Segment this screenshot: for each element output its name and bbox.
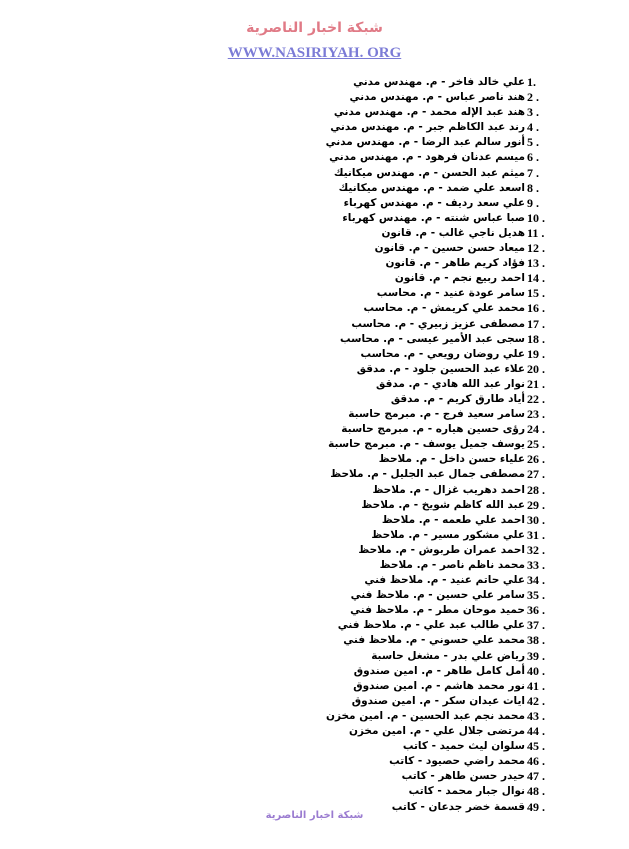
entry-number: 19 . [527,346,545,361]
list-item [0,467,545,482]
entry-number: 7 . [527,165,539,180]
entry-text: محمد ناظم ناصر - م. ملاحظ [379,559,525,571]
entry-number: 49 . [527,799,545,814]
entry-number: 48 . [527,784,545,799]
entry-number: 29 . [527,497,545,512]
entry-text: عبد الله كاظم شويخ - م. ملاحظ [361,498,525,511]
list-item [0,422,545,437]
list-item [0,694,545,709]
entry-number: 23 . [527,407,545,422]
entry-number: 18 . [527,331,545,346]
entry-text: حيدر حسن طاهر - كاتب [401,770,525,783]
list-item [0,211,545,226]
list-item [0,392,545,407]
list-item [0,513,545,528]
entry-number: 39 . [527,648,545,663]
entry-number: 38 . [527,633,545,648]
entry-text: احمد علي طعمه - م. ملاحظ [381,513,525,526]
entry-number: 37 . [527,618,545,633]
entry-text: سامر سعيد فرج - م. مبرمج حاسبة [348,408,525,421]
list-item [0,618,545,633]
list-item [0,649,545,664]
entry-number: 31 . [527,527,545,542]
list-item [0,362,545,377]
entry-text: أمل كامل طاهر - م. امين صندوق [353,664,525,677]
entry-text: حميد موحان مطر - م. ملاحظ فني [350,604,525,617]
entry-number: 30 . [527,512,545,527]
list-item [0,317,545,332]
entry-text: احمد عمران طربوش - م. ملاحظ [358,543,525,556]
list-item [0,558,545,573]
entry-number: 46 . [527,754,545,769]
list-item [0,105,545,120]
entry-number: 43 . [527,708,545,723]
list-item [0,181,545,196]
site-url-link[interactable]: WWW.NASIRIYAH. ORG [227,45,402,61]
entry-text: محمد راضي حصيود - كاتب [389,755,525,768]
list-item [0,90,545,105]
entry-text: مصطفى عزيز زبيري - م. محاسب [351,317,525,330]
entry-text: محمد نجم عبد الحسين - م. امين مخزن [326,709,525,722]
entry-text: سامر عودة عنيد - م. محاسب [376,287,525,300]
list-item [0,135,545,150]
list-item [0,241,545,256]
entry-number: 2 . [527,90,539,105]
entry-text: ميسم عدنان فرهود - م. مهندس مدني [329,151,525,164]
entry-text: محمد علي حسوني - م. ملاحظ فني [343,634,525,647]
list-item [0,150,545,165]
list-item [0,528,545,543]
site-title: شبكة اخبار الناصرية [246,20,383,36]
entry-text: ميثم عبد الحسن - م. مهندس ميكانيك [333,166,525,179]
entry-text: ميعاد حسن حسين - م. قانون [374,242,525,255]
entry-number: 9 . [527,195,539,210]
entry-text: هند عبد الإله محمد - م. مهندس مدني [333,106,525,119]
list-item [0,226,545,241]
entry-number: 47 . [527,769,545,784]
list-item [0,588,545,603]
entry-number: 40 . [527,663,545,678]
entry-text: رند عبد الكاظم جبر - م. مهندس مدني [330,121,525,134]
entry-number: 34 . [527,573,545,588]
entry-number: 16 . [527,301,545,316]
entry-text: اسعد علي ضمد - م. مهندس ميكانيك [338,181,525,194]
entry-text: هديل ناجي غالب - م. قانون [381,226,525,239]
entry-number: 15 . [527,286,545,301]
entry-text: رياض علي بدر - مشغل حاسبة [371,649,525,662]
entry-text: علياء حسن داخل - م. ملاحظ [378,453,525,466]
entry-text: مرتضى جلال علي - م. امين مخزن [348,725,525,738]
list-item [0,739,545,754]
entry-text: سامر علي حسين - م. ملاحظ فني [350,589,525,602]
entry-number: 1. [527,75,536,89]
entry-number: 41 . [527,678,545,693]
list-item [0,724,545,739]
list-item [0,452,545,467]
entry-number: 35 . [527,588,545,603]
entry-text: سلوان ليث حميد - كاتب [402,740,525,753]
list-item [0,784,545,799]
entry-text: فؤاد كريم طاهر - م. قانون [385,257,525,270]
entry-text: نوال جبار محمد - كاتب [408,785,525,798]
list-item [0,332,545,347]
entry-number: 24 . [527,422,545,437]
entry-number: 36 . [527,603,545,618]
list-item [0,286,545,301]
list-item [0,769,545,784]
entry-text: نور محمد هاشم - م. امين صندوق [353,679,525,692]
entry-number: 17 . [527,316,545,331]
entry-text: هند ناصر عباس - م. مهندس مدني [349,91,525,104]
entry-text: علاء عبد الحسين جلود - م. مدقق [356,362,525,375]
entry-text: نوار عبد الله هادي - م. مدقق [375,377,525,390]
list-item [0,377,545,392]
entry-text: علي حاتم عنيد - م. ملاحظ فني [364,574,525,587]
entry-number: 3 . [527,105,539,120]
list-item [0,709,545,724]
entry-text: أنور سالم عبد الرضا - م. مهندس مدني [325,136,525,149]
entry-number: 10 . [527,210,545,225]
entry-number: 28 . [527,482,545,497]
entry-text: مصطفى جمال عبد الجليل - م. ملاحظ [330,468,525,481]
entry-number: 21 . [527,376,545,391]
entry-text: سجى عبد الأمير عيسى - م. محاسب [340,332,525,345]
list-item [0,437,545,452]
entry-text: أياد طارق كريم - م. مدقق [390,392,525,405]
entry-text: احمد دهريب غزال - م. ملاحظ [372,483,525,496]
list-item [0,754,545,769]
entry-number: 44 . [527,724,545,739]
entry-number: 32 . [527,542,545,557]
list-item [0,347,545,362]
list-item [0,166,545,181]
entry-number: 8 . [527,180,539,195]
list-item [0,120,545,135]
footer-watermark: شبكة اخبار الناصرية [265,810,364,821]
entry-number: 14 . [527,271,545,286]
entry-number: 5 . [527,135,539,150]
list-item [0,633,545,648]
entry-text: ايات عيدان سكر - م. امين صندوق [351,694,525,707]
entry-text: رؤى حسين هياره - م. مبرمج حاسبة [341,423,525,436]
entry-number: 11 . [527,225,545,240]
entry-text: يوسف جميل يوسف - م. مبرمج حاسبة [328,438,525,451]
entry-number: 33 . [527,558,545,572]
entry-text: علي طالب عبد علي - م. ملاحظ فني [337,619,525,632]
list-item [0,75,545,90]
list-item [0,543,545,558]
entry-text: علي مشكور مسير - م. ملاحظ [371,528,525,541]
entry-number: 25 . [527,437,545,452]
list-item [0,196,545,211]
entry-number: 13 . [527,256,545,271]
entry-number: 26 . [527,452,545,467]
entry-number: 6 . [527,150,539,165]
entry-text: علي خالد فاخر - م. مهندس مدني [353,76,525,88]
list-item [0,498,545,513]
entry-number: 42 . [527,693,545,708]
entry-number: 12 . [527,241,545,256]
entry-number: 27 . [527,467,545,482]
entry-number: 20 . [527,361,545,376]
entry-number: 22 . [527,391,545,406]
list-item [0,271,545,286]
list-item [0,301,545,316]
entry-number: 4 . [527,120,539,135]
entry-text: علي روضان رويعي - م. محاسب [360,347,525,360]
employee-list [0,75,545,815]
list-item [0,256,545,271]
entry-text: احمد ربيع نجم - م. قانون [394,272,525,285]
list-item [0,603,545,618]
list-item [0,664,545,679]
list-item [0,679,545,694]
list-item [0,407,545,422]
entry-text: علي سعد رديف - م. مهندس كهرباء [343,196,525,209]
list-item [0,573,545,588]
entry-number: 45 . [527,739,545,754]
list-item [0,483,545,498]
entry-text: محمد علي كريمش - م. محاسب [363,302,525,315]
entry-text: صبا عباس شنته - م. مهندس كهرباء [342,211,525,224]
entry-text: قسمة خضر جدعان - كاتب [391,800,525,813]
